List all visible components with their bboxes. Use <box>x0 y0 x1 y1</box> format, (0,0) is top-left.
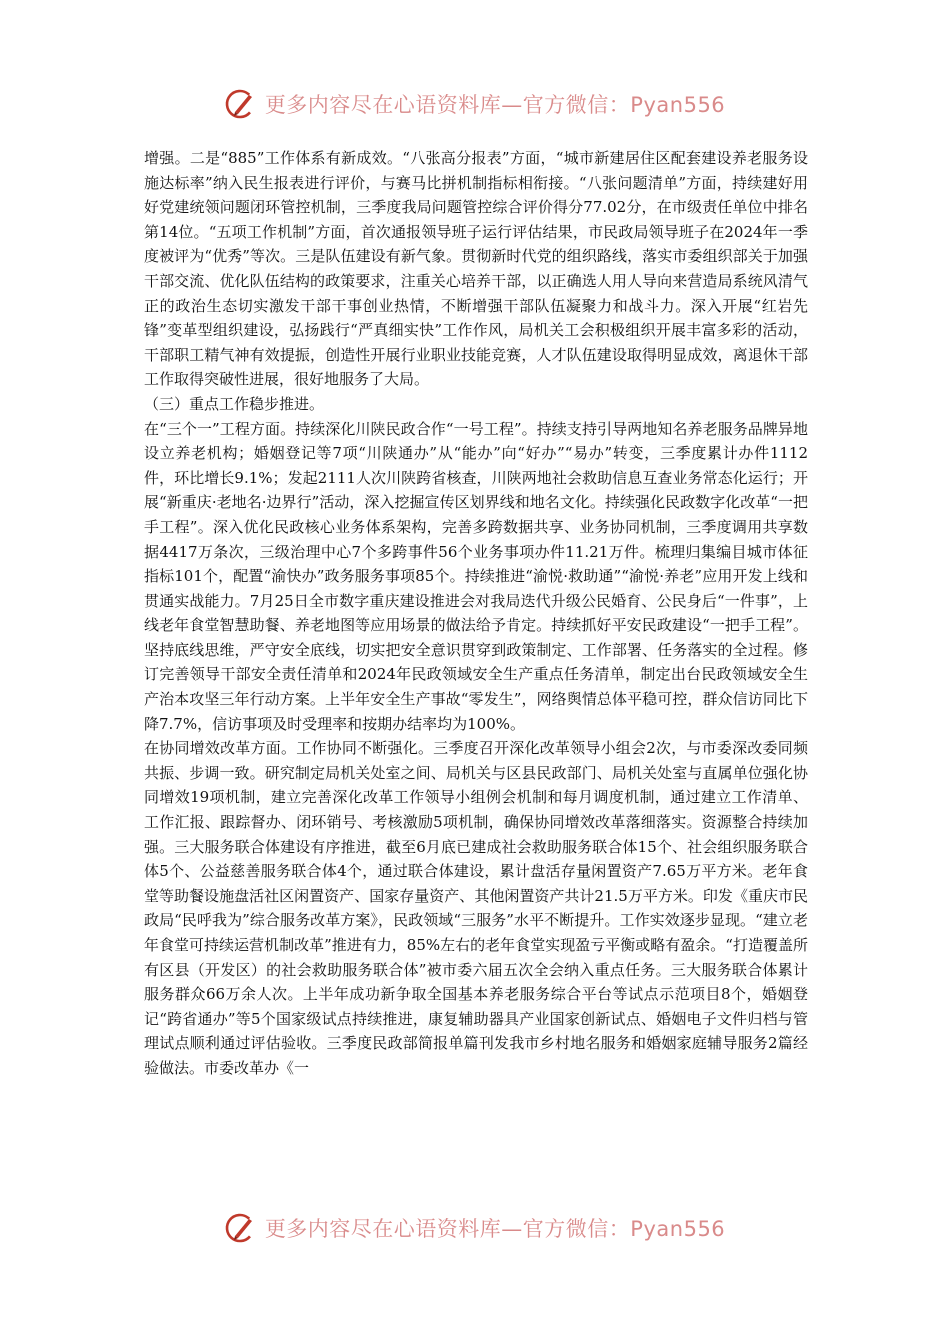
header-banner <box>0 84 950 124</box>
document-body <box>144 146 808 1081</box>
pen-logo-icon <box>225 1211 259 1245</box>
paragraph: 增强。二是“885”工作体系有新成效。“八张高分报表”方面，“城市新建居住区配套建设养老服务设施达标率”纳入民生报表进行评价，与赛马比拼机制指标相衔接。“八张问题清单”方面，持续建好用好党建统领问题闭环管控机制，三季度我局问题管控综合评价得分77.02分，在市级责任单位中排名第14位。“五项工作机制”方面，首次通报领导班子运行评估结果，市民政局领导班子在2024年一季度被评为“优秀”等次。三是队伍建设有新气象。贯彻新时代党的组织路线，落实市委组织部关于加强干部交流、优化队伍结构的政策要求，注重关心培养干部，以正确选人用人导向来营造局系统风清气正的政治生态切实激发干部干事创业热情，不断增强干部队伍凝聚力和战斗力。深入开展“红岩先锋”变革型组织建设，弘扬践行“严真细实快”工作作风，局机关工会积极组织开展丰富多彩的活动，干部职工精气神有效提振，创造性开展行业职业技能竞赛，人才队伍建设取得明显成效，离退休干部工作取得突破性进展，很好地服务了大局。 <box>144 149 808 389</box>
paragraph: 在协同增效改革方面。工作协同不断强化。三季度召开深化改革领导小组会2次，与市委深改委同频共振、步调一致。研究制定局机关处室之间、局机关与区县民政部门、局机关处室与直属单位强化协同增效19项机制，建立完善深化改革工作领导小组例会机制和每月调度机制，通过建立工作清单、工作汇报、跟踪督办、闭环销号、考核激励5项机制，确保协同增效改革落细落实。资源整合持续加强。三大服务联合体建设有序推进，截至6月底已建成社会救助服务联合体15个、社会组织服务联合体5个、公益慈善服务联合体4个，通过联合体建设，累计盘活存量闲置资产7.65万平方米。老年食堂等助餐设施盘活社区闲置资产、国家存量资产、其他闲置资产共计21.5万平方米。印发《重庆市民政局“民呼我为”综合服务改革方案》，民政领域“三服务”水平不断提升。工作实效逐步显现。“建立老年食堂可持续运营机制改革”推进有力，85%左右的老年食堂实现盈亏平衡或略有盈余。“打造覆盖所有区县（开发区）的社会救助服务联合体”被市委六届五次全会纳入重点任务。三大服务联合体累计服务群众66万余人次。上半年成功新争取全国基本养老服务综合平台等试点示范项目8个，婚姻登记“跨省通办”等5个国家级试点持续推进，康复辅助器具产业国家创新试点、婚姻电子文件归档与管理试点顺利通过评估验收。三季度民政部简报单篇刊发我市乡村地名服务和婚姻家庭辅导服务2篇经验做法。市委改革办《一 <box>144 739 808 1077</box>
banner-text: 更多内容尽在心语资料库—官方微信：Pyan556 <box>264 1217 726 1241</box>
banner-text: 更多内容尽在心语资料库—官方微信：Pyan556 <box>264 93 726 117</box>
section-heading: （三）重点工作稳步推进。 <box>144 394 325 413</box>
paragraph: 在“三个一”工程方面。持续深化川陕民政合作“一号工程”。持续支持引导两地知名养老服务品牌异地设立养老机构；婚姻登记等7项“川陕通办”从“能办”向“好办”“易办”转变，三季度累计办件1112件，环比增长9.1%；发起2111人次川陕跨省核查，川陕两地社会救助信息互查业务常态化运行；开展“新重庆·老地名·边界行”活动，深入挖掘宣传区划界线和地名文化。持续强化民政数字化改革“一把手工程”。深入优化民政核心业务体系架构，完善多跨数据共享、业务协同机制，三季度调用共享数据4417万条次，三级治理中心7个多跨事件56个业务事项办件11.21万件。梳理归集编目城市体征指标101个，配置“渝快办”政务服务事项85个。持续推进“渝悦·救助通”“渝悦·养老”应用开发上线和贯通实战能力。7月25日全市数字重庆建设推进会对我局迭代升级公民婚育、公民身后“一件事”，上线老年食堂智慧助餐、养老地图等应用场景的做法给予肯定。持续抓好平安民政建设“一把手工程”。坚持底线思维，严守安全底线，切实把安全意识贯穿到政策制定、工作部署、任务落实的全过程。修订完善领导干部安全责任清单和2024年民政领域安全生产重点任务清单，制定出台民政领域安全生产治本攻坚三年行动方案。上半年安全生产事故“零发生”，网络舆情总体平稳可控，群众信访同比下降7.7%，信访事项及时受理率和按期办结率均为100%。 <box>144 419 808 733</box>
footer-banner <box>0 1208 950 1248</box>
pen-logo-icon <box>225 87 259 121</box>
